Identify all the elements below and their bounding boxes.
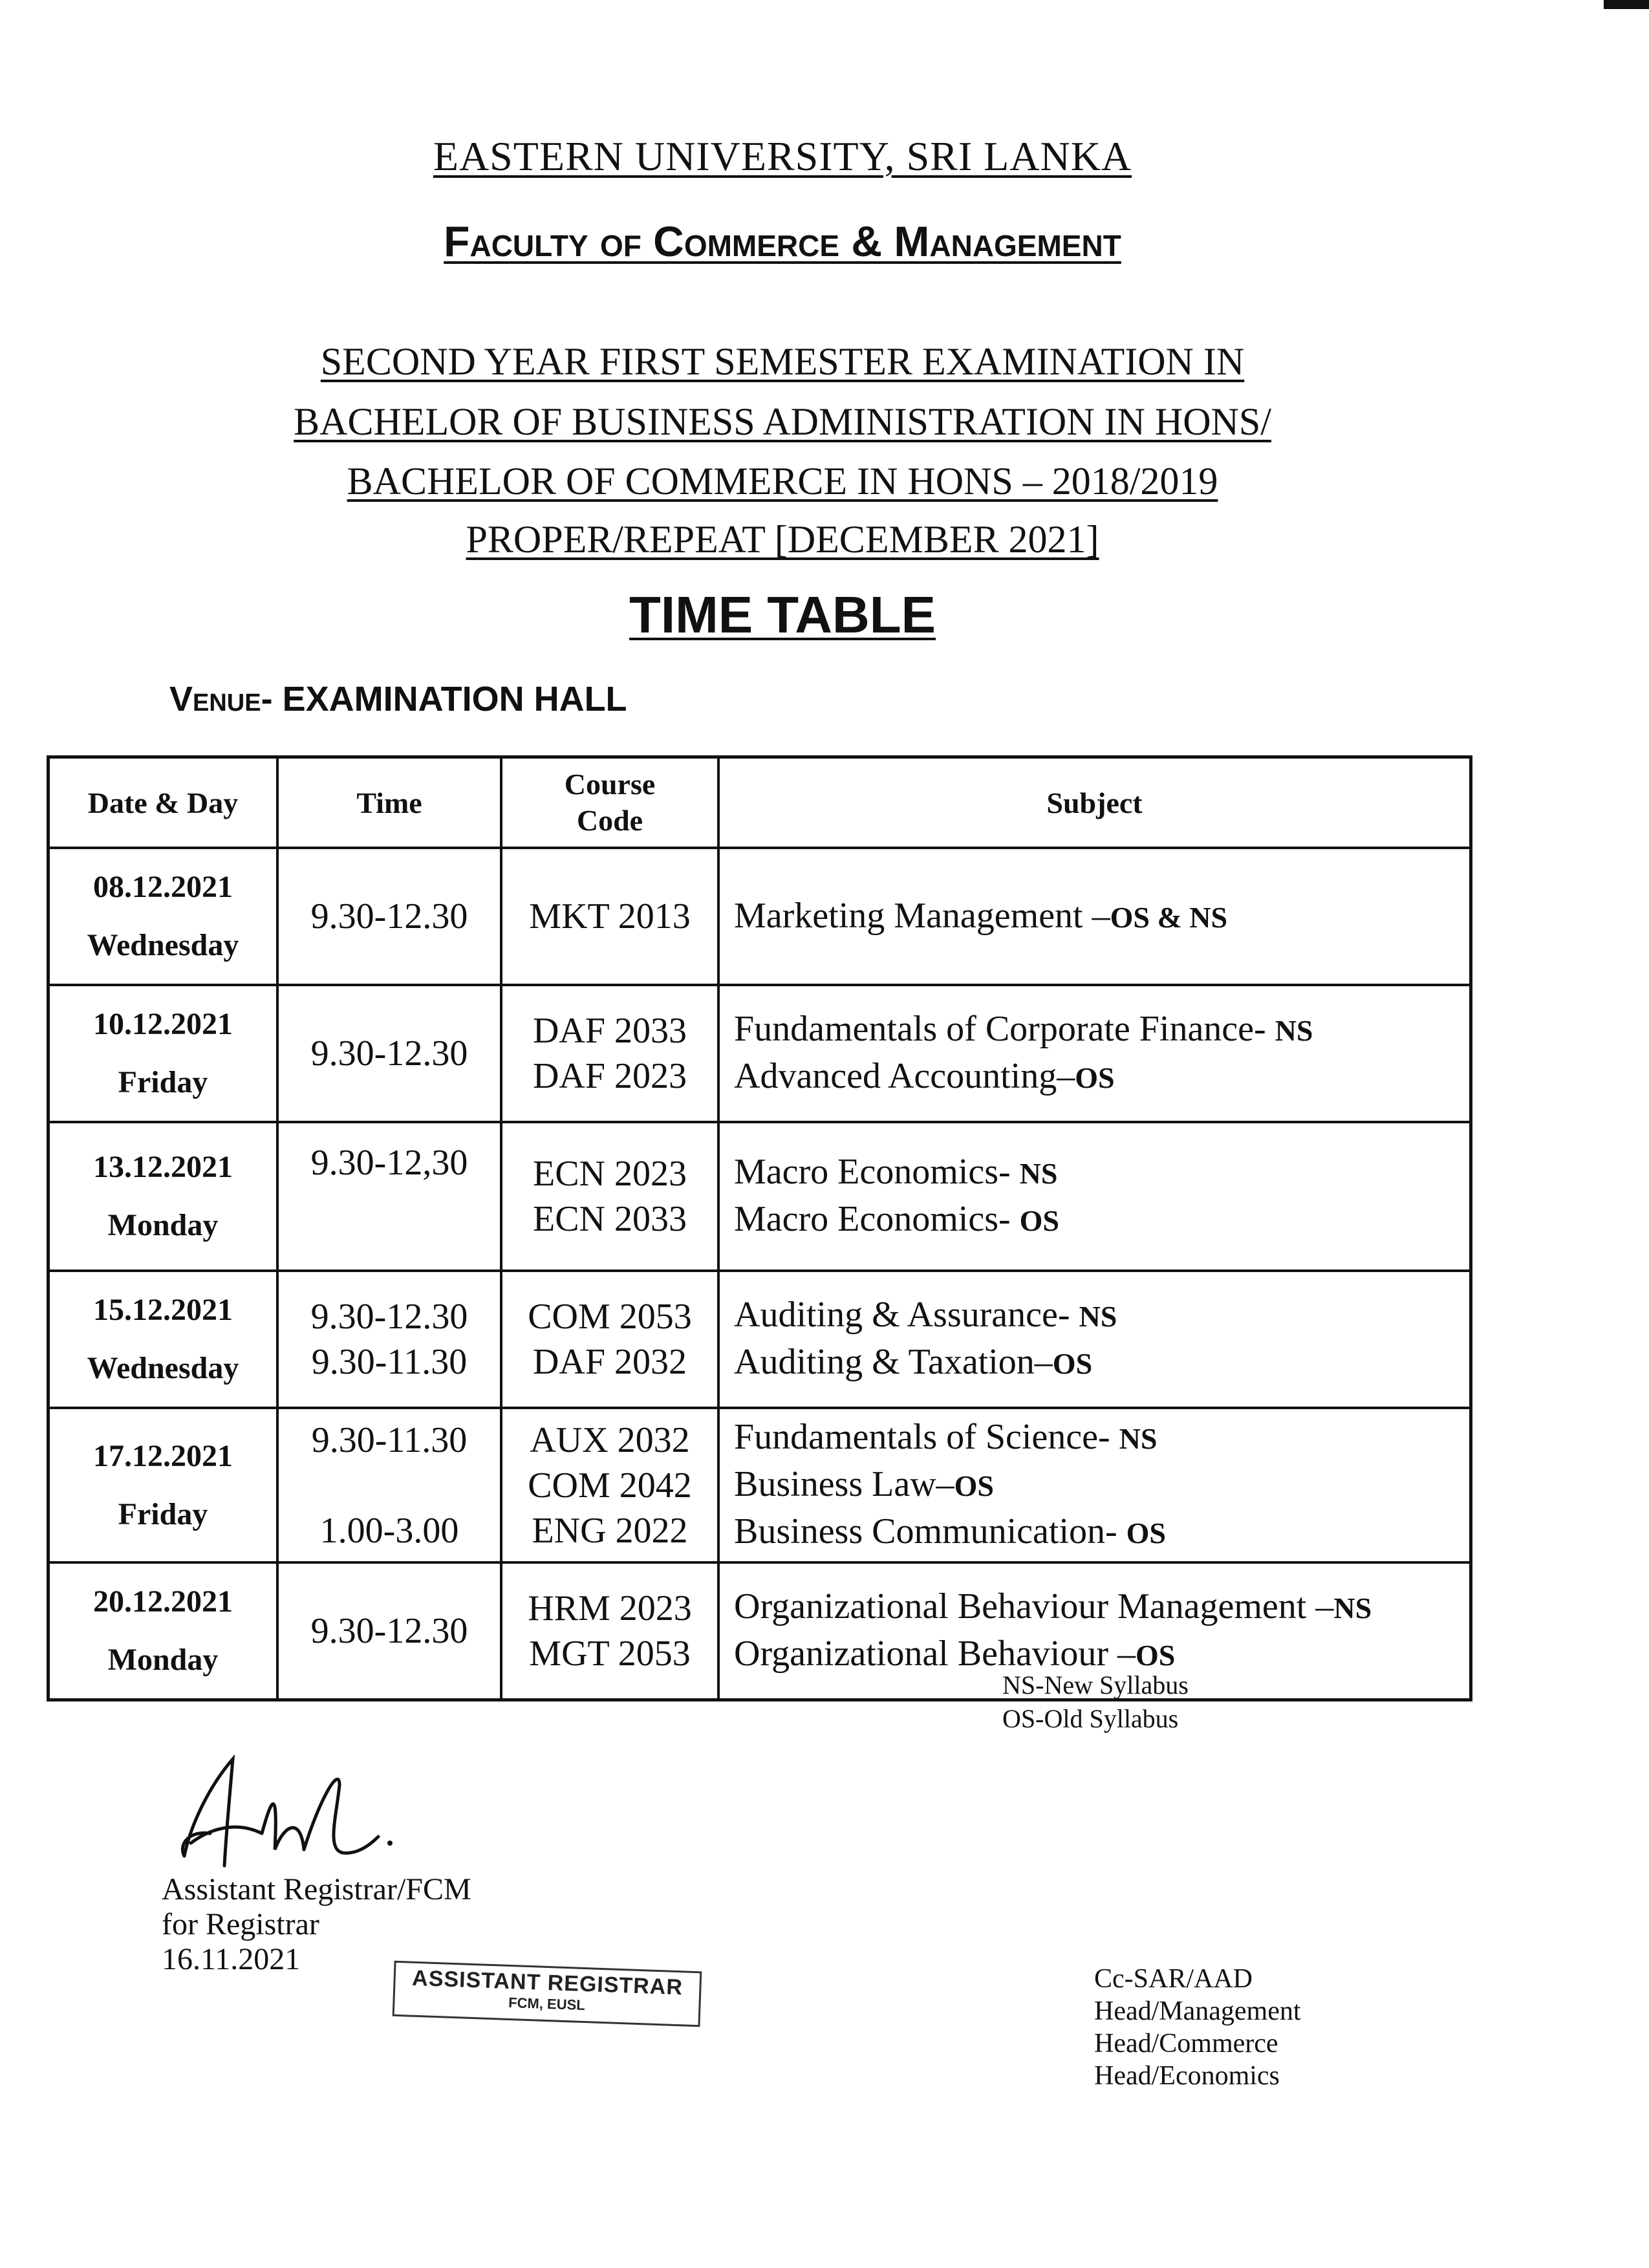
time-cell bbox=[277, 1271, 501, 1408]
exam-time: 9.30-12.30 bbox=[310, 1033, 468, 1074]
legend-ns: NS-New Syllabus bbox=[1002, 1670, 1189, 1700]
syllabus-tag: NS bbox=[1119, 1422, 1158, 1455]
exam-time: 1.00-3.00 bbox=[319, 1510, 459, 1551]
subject-name: Organizational Behaviour – bbox=[734, 1634, 1136, 1674]
course-code: COM 2042 bbox=[528, 1465, 692, 1506]
exam-day: Wednesday bbox=[87, 1351, 239, 1385]
course-code: MKT 2013 bbox=[529, 896, 691, 936]
exam-date: 17.12.2021 bbox=[93, 1438, 233, 1473]
syllabus-legend bbox=[1002, 1669, 1189, 1736]
exam-day: Friday bbox=[118, 1496, 208, 1531]
registrar-stamp bbox=[393, 1961, 702, 2027]
subject-line bbox=[734, 1006, 1459, 1053]
syllabus-tag: OS bbox=[1126, 1517, 1167, 1550]
university-name: EASTERN UNIVERSITY, SRI LANKA bbox=[433, 133, 1132, 179]
exam-day: Friday bbox=[118, 1065, 208, 1099]
header-code-line2: Code bbox=[576, 804, 643, 837]
subject-cell bbox=[718, 985, 1471, 1122]
subject-name: Macro Economics- bbox=[734, 1199, 1011, 1239]
code-cell bbox=[501, 848, 718, 985]
subject-line bbox=[734, 1414, 1459, 1462]
signoff-for: for Registrar bbox=[162, 1907, 319, 1941]
exam-title-line-4: PROPER/REPEAT [DECEMBER 2021] bbox=[466, 518, 1099, 561]
code-cell bbox=[501, 1562, 718, 1700]
code-cell bbox=[501, 985, 718, 1122]
course-code: HRM 2023 bbox=[528, 1588, 692, 1628]
subject-cell bbox=[718, 848, 1471, 985]
stamp-line2: FCM, EUSL bbox=[508, 1994, 586, 2014]
cc-item: Cc-SAR/AAD bbox=[1094, 1964, 1253, 1994]
subject-name: Auditing & Taxation– bbox=[734, 1342, 1053, 1382]
subject-name: Marketing Management – bbox=[734, 895, 1110, 936]
cc-list bbox=[1094, 1963, 1301, 2092]
syllabus-tag: NS bbox=[1019, 1157, 1058, 1190]
syllabus-tag: OS bbox=[1019, 1204, 1060, 1237]
time-cell bbox=[277, 1408, 501, 1562]
date-cell bbox=[48, 1122, 278, 1271]
header-date: Date & Day bbox=[48, 757, 278, 848]
subject-name: Fundamentals of Corporate Finance- bbox=[734, 1009, 1266, 1049]
subject-line bbox=[734, 1462, 1459, 1509]
legend-os: OS-Old Syllabus bbox=[1002, 1704, 1179, 1733]
table-row bbox=[48, 1408, 1471, 1562]
faculty-name: Faculty of Commerce & Management bbox=[444, 217, 1121, 265]
exam-time: 9.30-11.30 bbox=[311, 1342, 468, 1382]
table-row bbox=[48, 1271, 1471, 1408]
exam-time: 9.30-11.30 bbox=[311, 1420, 468, 1460]
exam-day: Monday bbox=[107, 1643, 219, 1677]
stamp-line1: ASSISTANT REGISTRAR bbox=[411, 1965, 684, 2000]
blank-line bbox=[289, 1463, 490, 1508]
subject-cell bbox=[718, 1408, 1471, 1562]
exam-date: 20.12.2021 bbox=[93, 1584, 233, 1619]
exam-title-line-3: BACHELOR OF COMMERCE IN HONS – 2018/2019 bbox=[347, 460, 1218, 502]
signoff-role: Assistant Registrar/FCM bbox=[162, 1872, 471, 1906]
time-cell bbox=[277, 848, 501, 985]
subject-name: Organizational Behaviour Management – bbox=[734, 1586, 1334, 1626]
code-cell bbox=[501, 1271, 718, 1408]
table-header-row bbox=[48, 757, 1471, 848]
course-code: ENG 2022 bbox=[532, 1510, 688, 1551]
subject-line bbox=[734, 1149, 1459, 1196]
syllabus-tag: OS bbox=[954, 1469, 995, 1502]
code-cell bbox=[501, 1122, 718, 1271]
exam-date: 13.12.2021 bbox=[93, 1150, 233, 1184]
exam-day: Wednesday bbox=[87, 928, 239, 962]
subject-name: Auditing & Assurance- bbox=[734, 1295, 1070, 1335]
exam-time: 9.30-12.30 bbox=[310, 1611, 468, 1651]
header-subject: Subject bbox=[718, 757, 1471, 848]
header-time: Time bbox=[277, 757, 501, 848]
course-code: MGT 2053 bbox=[529, 1634, 691, 1674]
subject-line bbox=[734, 1196, 1459, 1244]
cc-item: Head/Commerce bbox=[1094, 2029, 1278, 2058]
signature bbox=[165, 1746, 436, 1879]
signoff-date: 16.11.2021 bbox=[162, 1942, 301, 1976]
header-code bbox=[501, 757, 718, 848]
subject-name: Advanced Accounting– bbox=[734, 1056, 1075, 1096]
exam-date: 08.12.2021 bbox=[93, 870, 233, 904]
date-cell bbox=[48, 1408, 278, 1562]
time-cell bbox=[277, 1562, 501, 1700]
syllabus-tag: NS bbox=[1333, 1592, 1372, 1625]
table-row bbox=[48, 1122, 1471, 1271]
time-cell bbox=[277, 1122, 501, 1271]
subject-cell bbox=[718, 1271, 1471, 1408]
date-cell bbox=[48, 848, 278, 985]
syllabus-tag: OS bbox=[1136, 1639, 1176, 1672]
signature-drawing bbox=[165, 1746, 436, 1875]
cc-item: Head/Economics bbox=[1094, 2061, 1280, 2091]
subject-line bbox=[734, 1584, 1459, 1631]
exam-date: 15.12.2021 bbox=[93, 1293, 233, 1327]
course-code: DAF 2033 bbox=[532, 1011, 687, 1051]
syllabus-tag: NS bbox=[1275, 1014, 1313, 1047]
exam-time: 9.30-12,30 bbox=[310, 1143, 468, 1183]
course-code: DAF 2023 bbox=[532, 1056, 687, 1096]
subject-line bbox=[734, 893, 1459, 940]
exam-date: 10.12.2021 bbox=[93, 1007, 233, 1041]
subject-line bbox=[734, 1509, 1459, 1556]
timetable bbox=[47, 755, 1472, 1701]
course-code: ECN 2033 bbox=[533, 1199, 687, 1239]
subject-line bbox=[734, 1292, 1459, 1339]
document-title: TIME TABLE bbox=[629, 586, 936, 643]
exam-time: 9.30-12.30 bbox=[310, 1297, 468, 1337]
subject-name: Macro Economics- bbox=[734, 1152, 1011, 1192]
course-code: COM 2053 bbox=[528, 1297, 692, 1337]
course-code: AUX 2032 bbox=[530, 1420, 690, 1460]
table-row bbox=[48, 1562, 1471, 1700]
venue-label: Venue- EXAMINATION HALL bbox=[169, 680, 627, 718]
exam-title-line-2: BACHELOR OF BUSINESS ADMINISTRATION IN HONS/ bbox=[294, 400, 1271, 443]
course-code: ECN 2023 bbox=[533, 1154, 687, 1194]
subject-cell bbox=[718, 1122, 1471, 1271]
subject-line bbox=[734, 1339, 1459, 1387]
subject-name: Business Law– bbox=[734, 1464, 954, 1504]
syllabus-tag: NS bbox=[1079, 1300, 1117, 1333]
exam-day: Monday bbox=[107, 1208, 219, 1242]
syllabus-tag: OS & NS bbox=[1110, 900, 1228, 934]
course-code: DAF 2032 bbox=[532, 1342, 687, 1382]
exam-time: 9.30-12.30 bbox=[310, 896, 468, 936]
time-cell bbox=[277, 985, 501, 1122]
date-cell bbox=[48, 985, 278, 1122]
subject-name: Business Communication- bbox=[734, 1511, 1117, 1551]
code-cell bbox=[501, 1408, 718, 1562]
syllabus-tag: OS bbox=[1052, 1347, 1093, 1380]
scan-mark bbox=[1604, 0, 1649, 9]
exam-title-line-1: SECOND YEAR FIRST SEMESTER EXAMINATION IN bbox=[320, 340, 1245, 383]
syllabus-tag: OS bbox=[1075, 1061, 1115, 1094]
table-row bbox=[48, 985, 1471, 1122]
cc-item: Head/Management bbox=[1094, 1996, 1301, 2026]
subject-line bbox=[734, 1053, 1459, 1101]
subject-name: Fundamentals of Science- bbox=[734, 1417, 1110, 1457]
date-cell bbox=[48, 1562, 278, 1700]
header-code-line1: Course bbox=[564, 768, 656, 801]
date-cell bbox=[48, 1271, 278, 1408]
table-row bbox=[48, 848, 1471, 985]
